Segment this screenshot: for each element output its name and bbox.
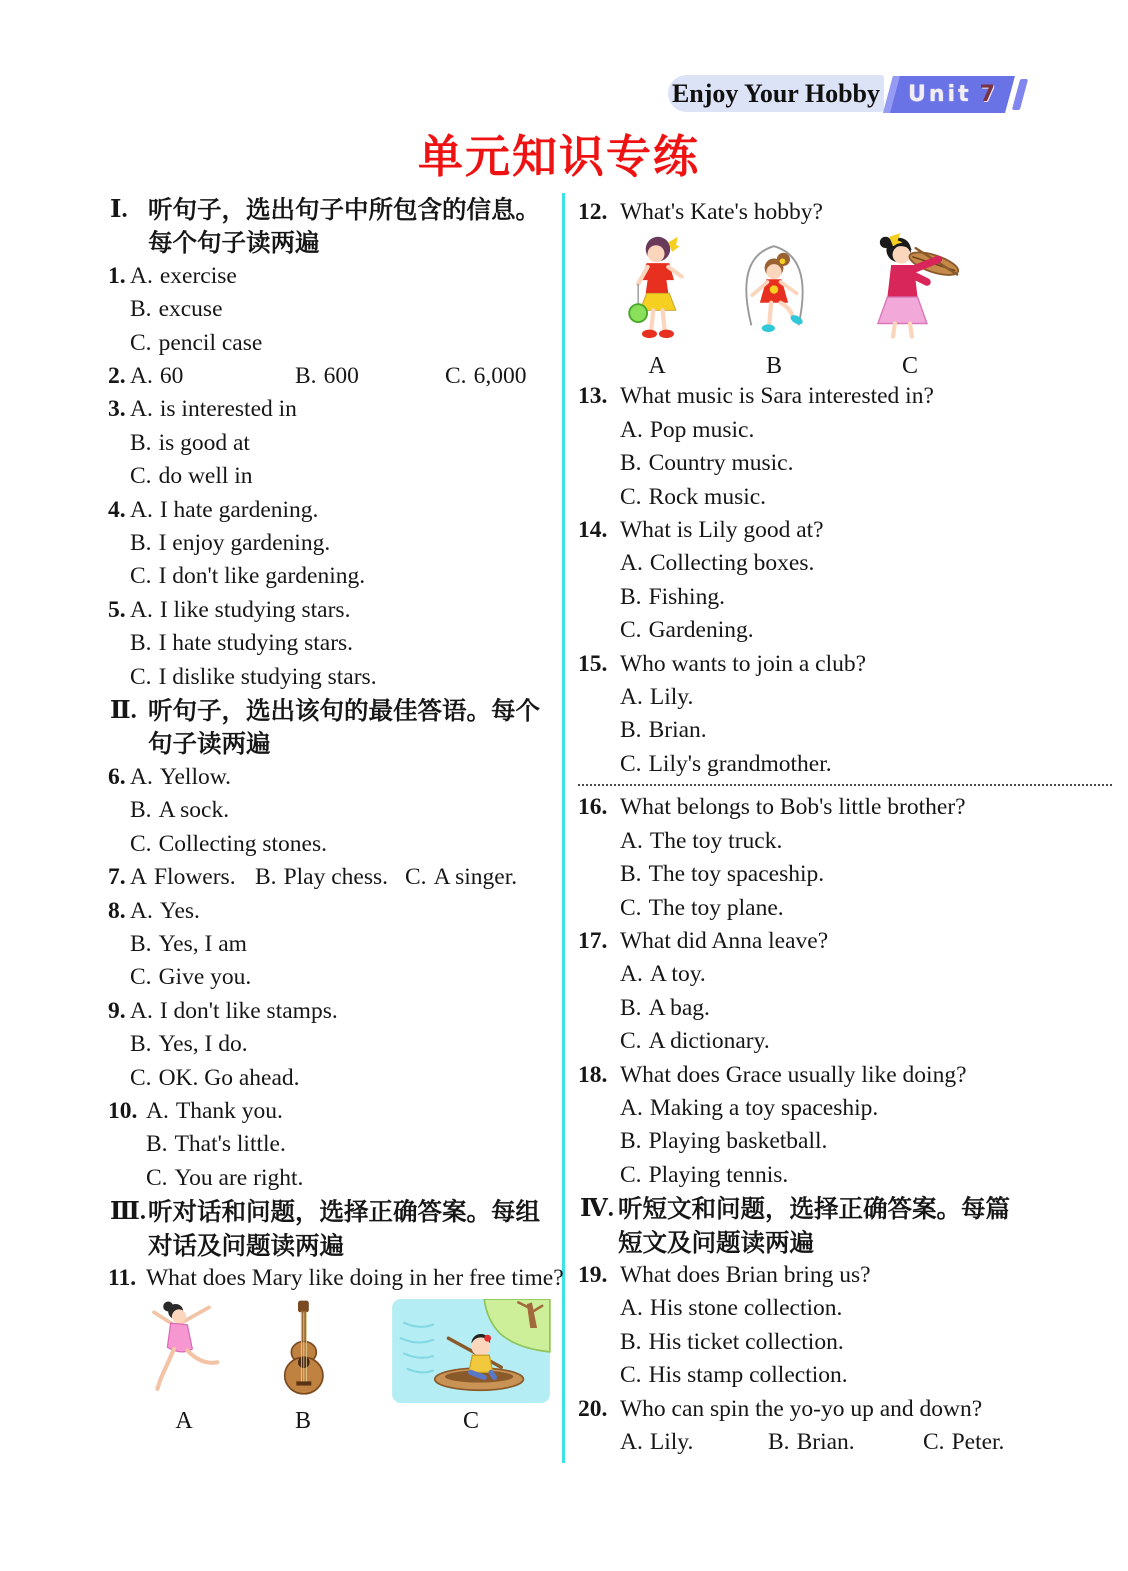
question-9 bbox=[108, 995, 566, 1095]
answer-option bbox=[108, 293, 566, 326]
option-text: Lily. bbox=[649, 684, 694, 711]
question-number: 4. bbox=[108, 496, 126, 523]
option-letter: A bbox=[648, 353, 666, 380]
question-number: 2. bbox=[108, 363, 126, 390]
answer-option bbox=[578, 892, 1112, 925]
question-number: 10. bbox=[108, 1097, 138, 1124]
option-text: I dislike studying stars. bbox=[158, 663, 377, 690]
option-letter: C. bbox=[620, 1161, 642, 1188]
option-letter: B. bbox=[620, 450, 642, 477]
option-text: Lily's grandmother. bbox=[648, 750, 832, 777]
option-letter: B bbox=[765, 353, 782, 380]
option-letter: B. bbox=[130, 530, 152, 557]
section-numeral: Ⅳ. bbox=[580, 1195, 614, 1223]
question-number: 20. bbox=[578, 1395, 608, 1422]
option-letter: B. bbox=[620, 583, 642, 610]
guitar-image bbox=[268, 1299, 338, 1403]
option-letter: C. bbox=[130, 964, 152, 991]
jump-rope-girl-image bbox=[728, 233, 820, 348]
unit-badge-label: Unit 7 bbox=[907, 82, 998, 107]
question-number: 5. bbox=[108, 596, 126, 623]
question-7 bbox=[108, 861, 566, 894]
question-4 bbox=[108, 494, 566, 594]
option-letter: A. bbox=[146, 1097, 169, 1124]
option-letter: A. bbox=[130, 262, 153, 289]
option-letter: C. bbox=[620, 894, 642, 921]
option-letter: A. bbox=[130, 897, 153, 924]
answer-option bbox=[578, 958, 1112, 991]
option-text: is interested in bbox=[159, 396, 297, 423]
section-header bbox=[108, 1195, 566, 1262]
violin-girl-figure bbox=[854, 233, 966, 379]
option-text: Flowers. bbox=[153, 864, 236, 891]
option-text: Yes, I do. bbox=[158, 1031, 248, 1058]
option-letter: A bbox=[175, 1408, 193, 1435]
answer-option bbox=[255, 861, 388, 894]
answer-option bbox=[108, 393, 566, 426]
option-letter: A. bbox=[620, 684, 643, 711]
answer-option bbox=[108, 928, 566, 961]
option-letter: C. bbox=[620, 1028, 642, 1055]
question-2 bbox=[108, 360, 566, 393]
answer-option bbox=[108, 260, 566, 293]
question-13 bbox=[578, 380, 1112, 514]
yoyo-girl-figure bbox=[614, 233, 700, 379]
section-instruction: 对话及问题读两遍 bbox=[148, 1230, 344, 1260]
inline-options-row bbox=[108, 360, 566, 393]
answer-option bbox=[578, 481, 1112, 514]
option-text: Pop music. bbox=[649, 416, 755, 443]
option-letter: B. bbox=[768, 1429, 790, 1455]
option-text: is good at bbox=[158, 429, 250, 456]
option-text: I don't like stamps. bbox=[159, 997, 338, 1024]
answer-option bbox=[108, 828, 566, 861]
option-letter: A. bbox=[130, 997, 153, 1024]
question-number: 12. bbox=[578, 199, 608, 225]
option-text: Fishing. bbox=[648, 583, 725, 610]
option-letter: A. bbox=[620, 961, 643, 988]
answer-option bbox=[130, 861, 236, 894]
question-number: 18. bbox=[578, 1061, 608, 1088]
question-number: 6. bbox=[108, 763, 126, 790]
question-number: 19. bbox=[578, 1261, 608, 1288]
inline-options-row bbox=[108, 861, 566, 894]
question-number: 13. bbox=[578, 383, 608, 410]
question-17 bbox=[578, 925, 1112, 1059]
section-header bbox=[578, 1192, 1112, 1259]
option-letter: C. bbox=[130, 463, 152, 490]
answer-option bbox=[578, 681, 1112, 714]
column-right bbox=[578, 196, 1112, 1459]
answer-option bbox=[405, 861, 517, 894]
option-letter: B. bbox=[130, 296, 152, 323]
question-19 bbox=[578, 1259, 1112, 1393]
option-letter: A. bbox=[130, 363, 153, 390]
option-letter: B bbox=[294, 1408, 311, 1435]
question-text: What does Mary like doing in her free time? bbox=[146, 1264, 564, 1291]
answer-option bbox=[578, 1292, 1112, 1325]
option-letter: A. bbox=[620, 827, 643, 854]
answer-option bbox=[108, 961, 566, 994]
question-number: 7. bbox=[108, 864, 126, 891]
option-text: Yes. bbox=[159, 897, 200, 924]
option-letter: B. bbox=[130, 930, 152, 957]
section-instruction: 每个句子读两遍 bbox=[148, 228, 320, 258]
answer-option bbox=[578, 748, 1112, 781]
option-images-row bbox=[108, 1295, 566, 1435]
question-number: 17. bbox=[578, 927, 608, 954]
answer-option bbox=[578, 547, 1112, 580]
section-numeral: Ⅱ. bbox=[110, 697, 137, 725]
section-numeral: Ⅲ. bbox=[110, 1198, 146, 1226]
question-text: What did Anna leave? bbox=[620, 927, 829, 954]
option-letter: A. bbox=[130, 496, 153, 523]
option-images-row bbox=[578, 229, 1112, 380]
option-letter: A. bbox=[620, 1295, 643, 1322]
option-text: Collecting stones. bbox=[158, 830, 327, 857]
chapter-banner-label: Enjoy Your Hobby bbox=[671, 78, 881, 108]
section-header bbox=[108, 694, 566, 761]
option-letter: B. bbox=[295, 363, 317, 390]
option-letter: A. bbox=[620, 550, 643, 577]
answer-option bbox=[108, 794, 566, 827]
option-text: 600 bbox=[323, 363, 359, 390]
answer-option bbox=[108, 494, 566, 527]
option-text: I hate studying stars. bbox=[158, 630, 354, 657]
option-text: Play chess. bbox=[283, 864, 388, 891]
section-header bbox=[108, 193, 566, 260]
option-letter: C. bbox=[620, 750, 642, 777]
option-letter: C. bbox=[130, 563, 152, 590]
answer-option bbox=[578, 1125, 1112, 1158]
question-1 bbox=[108, 260, 566, 360]
option-letter: C. bbox=[405, 864, 427, 891]
question-text: What belongs to Bob's little brother? bbox=[620, 794, 966, 821]
question-20 bbox=[578, 1393, 1112, 1460]
rowing-boat-figure bbox=[380, 1299, 562, 1434]
answer-option bbox=[108, 995, 566, 1028]
question-text: What music is Sara interested in? bbox=[620, 383, 934, 410]
option-letter: C. bbox=[130, 663, 152, 690]
option-text: His stone collection. bbox=[649, 1295, 843, 1322]
answer-option bbox=[108, 1028, 566, 1061]
jump-rope-girl-figure bbox=[728, 233, 820, 379]
section-instruction: 句子读两遍 bbox=[148, 729, 271, 759]
answer-option bbox=[578, 1359, 1112, 1392]
answer-option bbox=[108, 1062, 566, 1095]
answer-option bbox=[108, 1162, 566, 1195]
option-text: Yellow. bbox=[159, 763, 232, 790]
option-text: Making a toy spaceship. bbox=[649, 1094, 879, 1121]
section-numeral: Ⅰ. bbox=[110, 196, 128, 223]
option-letter: B. bbox=[620, 861, 642, 888]
answer-option bbox=[578, 1159, 1112, 1192]
option-text: A toy. bbox=[649, 961, 706, 988]
option-text: I hate gardening. bbox=[159, 496, 319, 523]
answer-option bbox=[578, 581, 1112, 614]
question-number: 11. bbox=[108, 1264, 137, 1291]
option-text: A singer. bbox=[433, 864, 518, 891]
question-text: What's Kate's hobby? bbox=[620, 199, 823, 225]
answer-option bbox=[108, 661, 566, 694]
option-text: Thank you. bbox=[175, 1097, 283, 1124]
option-letter: A. bbox=[130, 763, 153, 790]
option-text: I enjoy gardening. bbox=[158, 530, 331, 557]
question-text: What does Grace usually like doing? bbox=[620, 1061, 967, 1088]
question-number: 14. bbox=[578, 517, 608, 544]
answer-option bbox=[108, 895, 566, 928]
answer-option bbox=[108, 327, 566, 360]
option-letter: B. bbox=[130, 797, 152, 824]
option-text: do well in bbox=[158, 463, 253, 490]
option-letter: B. bbox=[255, 864, 277, 891]
option-text: 60 bbox=[159, 363, 184, 390]
answer-option bbox=[578, 858, 1112, 891]
option-text: His stamp collection. bbox=[648, 1362, 848, 1389]
answer-option bbox=[923, 1426, 1004, 1459]
option-text: Lily. bbox=[649, 1429, 694, 1455]
answer-option bbox=[620, 1426, 693, 1459]
question-15 bbox=[578, 648, 1112, 782]
question-text: What is Lily good at? bbox=[620, 517, 824, 544]
answer-option bbox=[445, 360, 526, 393]
option-letter: C. bbox=[620, 617, 642, 644]
option-text: I like studying stars. bbox=[159, 596, 351, 623]
question-text: What does Brian bring us? bbox=[620, 1261, 871, 1288]
question-number: 1. bbox=[108, 262, 126, 289]
section-instruction: 听短文和问题，选择正确答案。每篇 bbox=[618, 1194, 1010, 1224]
option-letter: B. bbox=[130, 630, 152, 657]
option-letter: C. bbox=[445, 363, 467, 390]
option-text: Playing tennis. bbox=[648, 1161, 789, 1188]
answer-option bbox=[578, 1092, 1112, 1125]
option-text: Peter. bbox=[951, 1429, 1005, 1455]
option-text: exercise bbox=[159, 262, 237, 289]
option-letter: C. bbox=[146, 1164, 168, 1191]
option-letter: B. bbox=[146, 1131, 168, 1158]
option-letter: A. bbox=[130, 396, 153, 423]
answer-option bbox=[768, 1426, 855, 1459]
answer-option bbox=[578, 1326, 1112, 1359]
column-left bbox=[108, 193, 566, 1435]
question-18 bbox=[578, 1059, 1112, 1193]
option-text: Collecting boxes. bbox=[649, 550, 815, 577]
question-11 bbox=[108, 1262, 566, 1295]
answer-option bbox=[108, 527, 566, 560]
option-text: Playing basketball. bbox=[648, 1128, 828, 1155]
option-letter: A bbox=[130, 864, 147, 891]
page-title: 单元知识专练 bbox=[418, 130, 701, 183]
option-letter: A. bbox=[620, 416, 643, 443]
answer-option bbox=[108, 627, 566, 660]
option-letter: A. bbox=[620, 1094, 643, 1121]
section-instruction: 短文及问题读两遍 bbox=[618, 1227, 814, 1257]
option-text: You are right. bbox=[174, 1164, 304, 1191]
answer-option bbox=[578, 447, 1112, 480]
option-letter: B. bbox=[620, 717, 642, 744]
question-number: 15. bbox=[578, 650, 608, 677]
option-letter: B. bbox=[620, 994, 642, 1021]
option-text: Brian. bbox=[796, 1429, 855, 1455]
section-instruction: 听句子，选出句子中所包含的信息。 bbox=[148, 195, 540, 224]
option-text: Gardening. bbox=[648, 617, 754, 644]
rowing-boat-image bbox=[380, 1299, 562, 1403]
answer-option bbox=[578, 414, 1112, 447]
dancing-girl-image bbox=[134, 1299, 234, 1403]
option-letter: B. bbox=[620, 1328, 642, 1355]
question-text: Who wants to join a club? bbox=[620, 650, 867, 677]
answer-option bbox=[108, 460, 566, 493]
option-text: 6,000 bbox=[473, 363, 527, 390]
question-12 bbox=[578, 196, 1112, 229]
option-letter: A. bbox=[620, 1429, 643, 1455]
question-number: 16. bbox=[578, 794, 608, 821]
option-text: Rock music. bbox=[648, 483, 767, 510]
answer-option bbox=[108, 1095, 566, 1128]
option-text: A sock. bbox=[158, 797, 230, 824]
option-letter: C bbox=[901, 353, 918, 380]
unit-badge bbox=[883, 76, 1015, 113]
answer-option bbox=[578, 825, 1112, 858]
option-text: Brian. bbox=[648, 717, 707, 744]
option-text: Give you. bbox=[158, 964, 252, 991]
answer-option bbox=[108, 594, 566, 627]
violin-girl-image bbox=[854, 233, 966, 348]
chapter-banner bbox=[668, 75, 884, 112]
option-text: excuse bbox=[158, 296, 223, 323]
option-text: I don't like gardening. bbox=[158, 563, 366, 590]
question-number: 3. bbox=[108, 396, 126, 423]
answer-option bbox=[578, 614, 1112, 647]
option-letter: C. bbox=[130, 329, 152, 356]
answer-option bbox=[108, 427, 566, 460]
option-text: The toy truck. bbox=[649, 827, 783, 854]
option-text: A dictionary. bbox=[648, 1028, 770, 1055]
answer-option bbox=[295, 360, 359, 393]
option-text: That's little. bbox=[174, 1131, 286, 1158]
section-instruction: 听句子，选出该句的最佳答语。每个 bbox=[148, 696, 540, 726]
option-text: pencil case bbox=[158, 329, 263, 356]
question-text: Who can spin the yo-yo up and down? bbox=[620, 1395, 983, 1422]
answer-option bbox=[130, 360, 183, 393]
badge-end-bar-decoration bbox=[1012, 79, 1028, 110]
option-letter: C bbox=[462, 1408, 479, 1435]
dotted-divider bbox=[578, 784, 1112, 786]
option-text: A bag. bbox=[648, 994, 710, 1021]
answer-option bbox=[108, 1128, 566, 1161]
question-number: 9. bbox=[108, 997, 126, 1024]
option-letter: B. bbox=[620, 1128, 642, 1155]
question-14 bbox=[578, 514, 1112, 648]
question-6 bbox=[108, 761, 566, 861]
answer-option bbox=[578, 1025, 1112, 1058]
option-text: OK. Go ahead. bbox=[158, 1064, 300, 1091]
inline-options-row bbox=[578, 1426, 1112, 1459]
option-text: His ticket collection. bbox=[648, 1328, 844, 1355]
question-16 bbox=[578, 791, 1112, 925]
option-text: Country music. bbox=[648, 450, 794, 477]
option-letter: A. bbox=[130, 596, 153, 623]
dancing-girl-figure bbox=[134, 1299, 234, 1434]
answer-option bbox=[108, 560, 566, 593]
option-letter: C. bbox=[923, 1429, 945, 1455]
option-letter: C. bbox=[620, 483, 642, 510]
question-10 bbox=[108, 1095, 566, 1195]
guitar-figure bbox=[268, 1299, 338, 1434]
option-letter: B. bbox=[130, 429, 152, 456]
option-letter: C. bbox=[130, 830, 152, 857]
answer-option bbox=[108, 761, 566, 794]
yoyo-girl-image bbox=[614, 233, 700, 348]
question-5 bbox=[108, 594, 566, 694]
answer-option bbox=[578, 714, 1112, 747]
option-text: The toy plane. bbox=[648, 894, 784, 921]
option-letter: B. bbox=[130, 1031, 152, 1058]
answer-option bbox=[578, 992, 1112, 1025]
question-8 bbox=[108, 895, 566, 995]
question-number: 8. bbox=[108, 897, 126, 924]
option-text: The toy spaceship. bbox=[648, 861, 825, 888]
section-instruction: 听对话和问题，选择正确答案。每组 bbox=[148, 1197, 540, 1227]
option-text: Yes, I am bbox=[158, 930, 247, 957]
question-3 bbox=[108, 393, 566, 493]
option-letter: C. bbox=[130, 1064, 152, 1091]
option-letter: C. bbox=[620, 1362, 642, 1389]
